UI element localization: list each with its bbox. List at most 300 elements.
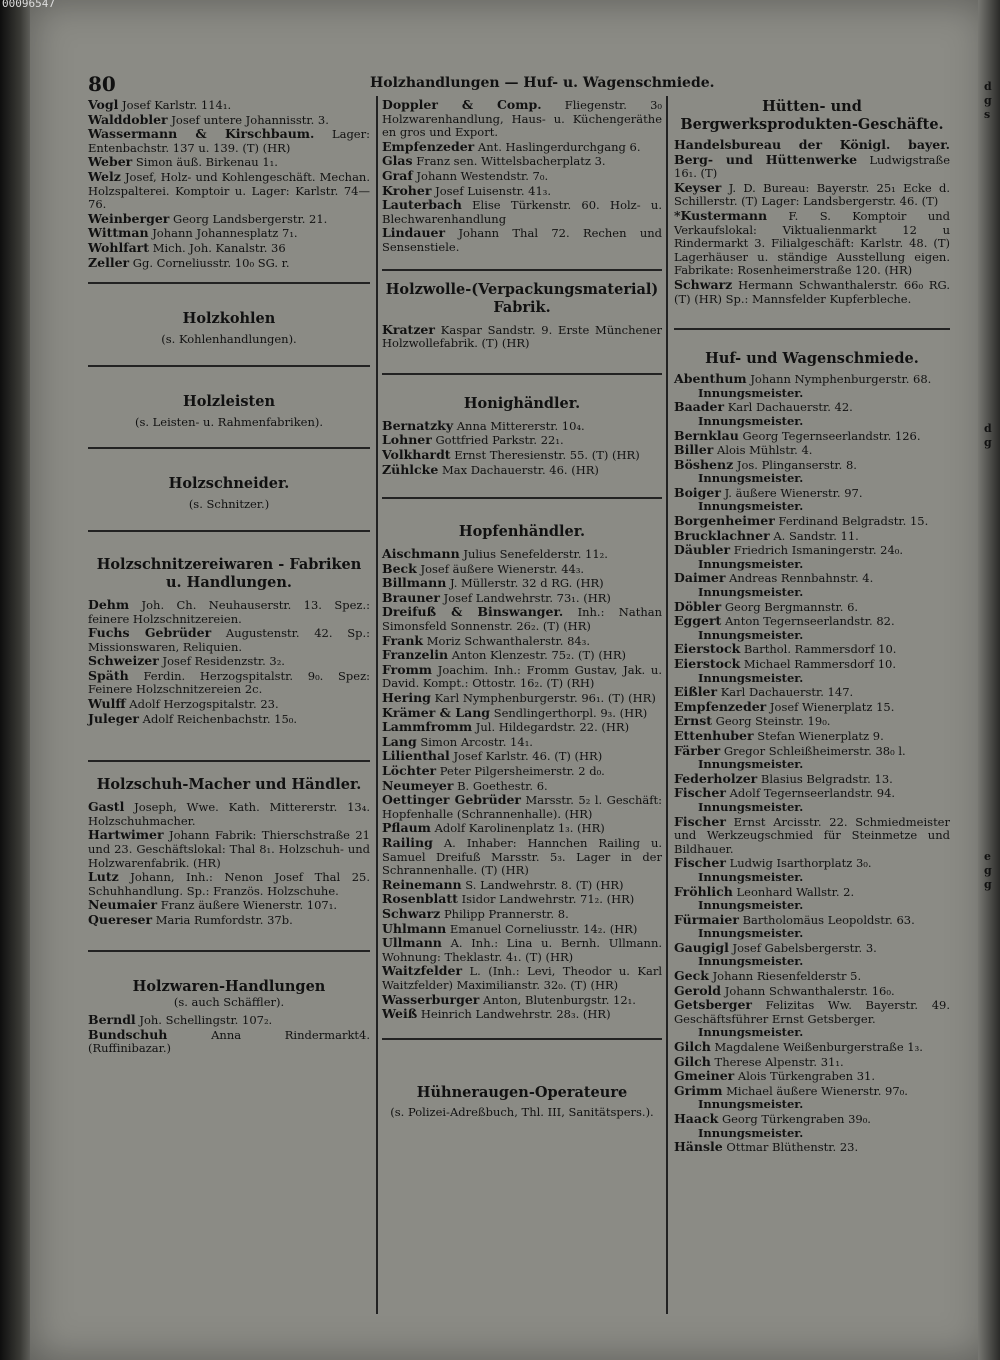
entry-details: Julius Senefelderstr. 11₂. [463,547,608,562]
entry-name: Däubler [674,542,731,558]
entry-details: Felizitas Ww. Bayerstr. 49. Geschäftsführer Ernst Getsberger. [674,998,951,1026]
entry-details: Friedrich Ismaningerstr. 24₀. [733,543,904,558]
page-number: 80 [88,72,116,96]
entry-name: Graf [382,167,413,183]
entry-note: Innungsmeister. [698,556,804,571]
book-gutter-shadow [0,0,34,1360]
column-left [88,98,370,1056]
entry-name: Grimm [674,1082,723,1098]
directory-entry [382,964,662,992]
entry-details: Anna Rindermarkt4. (Ruffinibazar.) [88,1027,371,1056]
section-title: Hühneraugen-Operateure [416,1083,628,1101]
directory-entry [382,98,662,140]
directory-entry [382,419,662,434]
directory-entry [674,941,950,956]
directory-entry [674,744,950,759]
entry-name: Fürmaier [674,911,739,927]
entry-name: Billmann [382,575,447,591]
entry-list [674,138,950,306]
entry-details: Jul. Hildegardstr. 22. (HR) [475,720,630,735]
entry-name: Brauner [382,589,440,605]
directory-entry [674,969,950,984]
entry-name: Späth [88,667,129,683]
entry-details: Michael äußere Wienerstr. 97₀. [726,1083,908,1098]
directory-entry [88,598,370,626]
entry-details: Augustenstr. 42. Sp.: Missionswaren, Reliquien. [88,626,370,654]
entry-name: Baader [674,399,725,415]
directory-entry [674,1112,950,1127]
entry-details: Georg Türkengraben 39₀. [721,1112,871,1126]
entry-name: Handelsbureau der Königl. bayer. Berg- und Hüttenwerke [674,137,950,167]
directory-entry [88,1013,370,1028]
directory-entry [674,138,950,181]
entry-name: Empfenzeder [674,698,767,714]
entry-name: Eierstock [674,656,741,671]
section-title: Hopfenhändler. [458,523,586,541]
directory-entry [382,433,662,448]
directory-entry [382,1007,662,1022]
entry-details: Ant. Haslingerdurchgang 6. [477,139,641,154]
entry-details: Maria Rumfordstr. 37b. [155,913,293,927]
directory-entry [382,922,662,937]
entry-name: Hartwimer [88,827,164,843]
entry-details: Georg Steinstr. 19₀. [715,714,831,729]
entry-details: Isidor Landwehrstr. 71₂. (HR) [461,892,635,907]
directory-entry [88,898,370,913]
entry-details: J. äußere Wienerstr. 97. [724,485,863,500]
entry-name: Döbler [674,598,722,614]
directory-entry [674,984,950,999]
directory-entry [674,729,950,744]
directory-entry [674,786,950,801]
entry-details: Andreas Rennbahnstr. 4. [729,571,874,586]
entry-name: Gilch [674,1039,711,1055]
entry-details: Anna Mittererstr. 10₄. [456,418,585,433]
directory-entry [382,892,662,907]
entry-details: Johann Westendstr. 7₀. [416,168,549,183]
directory-entry [382,198,662,226]
entry-details: Philipp Prannerstr. 8. [443,906,569,921]
entry-name: Abenthum [674,371,747,387]
entry-name: Ullmann [382,935,442,951]
entry-details: Alois Mühlstr. 4. [717,443,813,458]
entry-details: Josef untere Johannisstr. 3. [171,112,329,127]
entry-name: Färber [674,742,721,758]
column-divider [376,96,378,1314]
entry-name: Aischmann [382,546,460,562]
entry-details: Stefan Wienerplatz 9. [757,728,884,743]
entry-details: Adolf Tegernseerlandstr. 94. [729,786,896,801]
entry-list [382,323,662,351]
entry-details: Alois Türkengraben 31. [737,1069,876,1084]
directory-entry [382,706,662,721]
entry-name: Fischer [674,785,726,801]
entry-name: Glas [382,153,413,169]
entry-name: Fromm [382,661,433,677]
directory-entry [674,856,950,871]
entry-name: Zühlcke [382,461,439,477]
entry-details: Ferdinand Belgradstr. 15. [778,514,929,529]
entry-name: Dehm [88,596,130,612]
directory-entry [88,241,370,256]
entry-name: Ettenhuber [674,727,754,743]
directory-entry [88,98,370,113]
directory-entry [674,885,950,900]
entry-name: Böshenz [674,456,734,472]
directory-entry [88,226,370,241]
directory-entry [674,372,950,387]
entry-details: Johann, Inh.: Nenon Josef Thal 25. Schuhhandlung. Sp.: Französ. Holzschuhe. [88,870,370,898]
page-header [88,72,715,96]
directory-entry [88,626,370,654]
entry-name: Reinemann [382,876,462,892]
entry-details: Anton Tegernseerlandstr. 82. [724,614,895,629]
entry-details: Simon äuß. Birkenau 1₁. [135,155,278,170]
cross-reference: (s. Kohlenhandlungen). [161,332,297,347]
entry-name: Lutz [88,869,119,885]
directory-entry [382,448,662,463]
entry-details: Sendlingerthorpl. 9₃. (HR) [493,705,648,720]
directory-entry [382,184,662,199]
entry-details: A. Inh.: Lina u. Bernh. Ullmann. Wohnung: Theklastr. 4₁. (T) (HR) [382,936,662,964]
directory-entry [88,212,370,227]
entry-details: Georg Landsbergerstr. 21. [173,211,328,226]
directory-entry [88,870,370,898]
entry-details: Johann Thal 72. Rechen und Sensenstiele. [382,226,662,254]
entry-name: Geck [674,968,709,984]
entry-name: Fuchs Gebrüder [88,625,212,641]
entry-details: J. D. Bureau: Bayerstr. 25₁ Ecke d. Schillerstr. (T) Lager: Landsbergerstr. 46. (T) [674,180,950,209]
entry-details: Gottfried Parkstr. 22₁. [435,433,564,448]
entry-details: Johann Nymphenburgerstr. 68. [750,372,932,387]
directory-entry [88,828,370,870]
directory-entry [674,458,950,473]
entry-details: L. (Inh.: Levi, Theodor u. Karl Waitzfelder) Maximilianstr. 32₀. (T) (HR) [382,964,662,992]
directory-entry [674,278,950,306]
entry-name: Schwarz [674,276,733,292]
entry-name: *Kustermann [674,207,768,223]
entry-note: Innungsmeister. [698,898,804,913]
directory-entry [382,663,662,691]
entry-name: Frank [382,632,424,648]
entry-name: Rosenblatt [382,891,458,907]
entry-note: Innungsmeister. [698,1025,804,1040]
entry-name: Wittman [88,225,149,241]
entry-details: Ernst Arcisstr. 22. Schmiedmeister und Werkzeugschmied für Steinmetze und Bildhauer. [674,814,950,856]
entry-name: Eggert [674,613,722,629]
entry-note: Innungsmeister. [698,413,804,428]
entry-list [88,800,370,927]
entry-note: Innungsmeister. [698,471,804,486]
cross-reference: (s. Polizei-Adreßbuch, Thl. III, Sanitätspers.). [390,1104,654,1119]
entry-details: Magdalene Weißenburgerstraße 1₃. [714,1040,923,1055]
entry-note: Innungsmeister. [698,585,804,600]
entry-details: Anton Klenzestr. 75₂. (T) (HR) [451,648,626,663]
directory-entry [674,657,950,672]
entry-name: Krämer & Lang [382,704,491,720]
directory-entry [674,543,950,558]
directory-entry [88,1028,370,1056]
directory-entry [674,772,950,787]
entry-name: Railing [382,834,433,850]
entry-name: Neumaier [88,897,158,913]
directory-entry [674,443,950,458]
entry-list [88,1013,370,1056]
directory-entry [88,913,370,928]
entry-name: Lang [382,733,417,749]
entry-note: Innungsmeister. [698,627,804,642]
section-title: Honighändler. [463,394,581,412]
entry-details: A. Sandstr. 11. [773,528,859,543]
entry-name: Kratzer [382,321,435,337]
entry-details: Max Dachauerstr. 46. (HR) [441,462,599,477]
directory-entry [382,793,662,821]
entry-name: Berndl [88,1012,136,1028]
section-title: Holzschuh-Macher und Händler. [96,776,362,794]
entry-details: Franz sen. Wittelsbacherplatz 3. [416,154,606,169]
directory-entry [382,764,662,779]
entry-name: Hering [382,690,431,706]
directory-entry [674,1084,950,1099]
column-middle [382,98,662,1119]
entry-name: Schwarz [382,905,441,921]
column-right [674,98,950,1155]
entry-list [674,372,950,1155]
entry-name: Pflaum [382,820,431,836]
entry-name: Vogl [88,97,119,112]
facing-page-edge: d g s d g e g g [978,0,1000,1360]
entry-name: Franzelin [382,647,449,663]
entry-name: Lammfromm [382,719,473,735]
directory-entry [382,591,662,606]
entry-details: Leonhard Wallstr. 2. [736,884,855,899]
entry-details: Josef Wienerplatz 15. [769,699,895,714]
directory-entry [382,821,662,836]
entry-details: Therese Alpenstr. 31₁. [714,1054,844,1069]
directory-entry [382,634,662,649]
entry-note: Innungsmeister. [698,385,804,400]
directory-entry [674,429,950,444]
directory-entry [382,878,662,893]
directory-entry [674,815,950,857]
column-divider [666,96,668,1314]
directory-entry [382,836,662,878]
entry-name: Biller [674,442,714,458]
entry-name: Weber [88,154,133,170]
entry-name: Lindauer [382,225,446,241]
entry-details: Elise Türkenstr. 60. Holz- u. Blechwarenhandlung [382,198,662,226]
entry-details: Blasius Belgradstr. 13. [760,771,893,786]
directory-entry [674,486,950,501]
directory-entry [382,735,662,750]
entry-name: Fischer [674,855,726,871]
entry-details: Jos. Plinganserstr. 8. [736,457,857,472]
entry-name: Wasserburger [382,991,480,1007]
entry-name: Ernst [674,713,713,729]
directory-entry [88,654,370,669]
entry-name: Walddobler [88,111,168,127]
section-title: Holzschnitzereiwaren - Fabriken u. Handlungen. [96,555,362,591]
entry-details: Lager: Entenbachstr. 137 u. 139. (T) (HR) [88,127,370,155]
entry-details: Simon Arcostr. 14₁. [420,734,533,749]
entry-note: Innungsmeister. [698,926,804,941]
entry-details: Barthol. Rammersdorf 10. [743,642,897,657]
directory-entry [674,529,950,544]
entry-details: Josef Landwehrstr. 73₁. (HR) [443,590,611,605]
entry-note: Innungsmeister. [698,954,804,969]
scan-id-label: 00096547 [2,0,55,10]
entry-details: Adolf Karolinenplatz 1₃. (HR) [434,821,605,836]
entry-details: Josef Luisenstr. 41₃. [435,183,552,198]
entry-name: Volkhardt [382,446,451,462]
entry-name: Welz [88,168,121,184]
directory-entry [382,154,662,169]
directory-entry [88,712,370,727]
directory-entry [674,700,950,715]
entry-name: Borgenheimer [674,513,775,529]
directory-entry [674,913,950,928]
entry-details: Gregor Schleißheimerstr. 38₀ l. [723,743,906,758]
directory-entry [382,779,662,794]
entry-details: Ottmar Blüthenstr. 23. [726,1140,859,1155]
entry-details: Karl Nymphenburgerstr. 96₁. (T) (HR) [434,691,656,706]
directory-entry [674,400,950,415]
directory-entry [88,800,370,828]
directory-entry [674,614,950,629]
directory-entry [88,256,370,271]
entry-name: Brucklachner [674,527,770,543]
entry-name: Empfenzeder [382,138,475,154]
entry-details: Adolf Reichenbachstr. 15₀. [142,711,298,726]
entry-details: Franz äußere Wienerstr. 107₁. [160,898,338,913]
entry-details: Anton, Blutenburgstr. 12₁. [483,992,636,1007]
entry-details: Josef, Holz- und Kohlengeschäft. Mechan. Holzspalterei. Komptoir u. Lager: Karlstr. 74—76. [88,169,370,212]
directory-entry [382,576,662,591]
entry-note: Innungsmeister. [698,499,804,514]
entry-details: Kaspar Sandstr. 9. Erste Münchener Holzwollefabrik. (T) (HR) [382,322,662,351]
entry-details: Karl Dachauerstr. 147. [720,685,854,700]
entry-name: Kroher [382,182,432,198]
directory-entry [382,720,662,735]
entry-name: Waitzfelder [382,963,463,979]
entry-details: Karl Dachauerstr. 42. [727,400,853,415]
entry-list [88,598,370,726]
directory-entry [382,463,662,478]
directory-entry [88,155,370,170]
directory-entry [674,1055,950,1070]
entry-name: Wohlfart [88,239,150,255]
entry-details: B. Goethestr. 6. [457,778,548,793]
entry-note: Innungsmeister. [698,1125,804,1140]
directory-entry [674,685,950,700]
entry-details: Josef Residenzstr. 3₂. [162,654,285,669]
directory-entry [674,571,950,586]
entry-name: Daimer [674,570,726,586]
entry-details: Johann Fabrik: Thierschstraße 21 und 23. Geschäftslokal: Thal 8₁. Holzschuh- und Holzwarenfabrik. (HR) [88,828,370,870]
section-title: Hütten- und Bergwerksprodukten-Geschäfte. [680,98,944,133]
cross-reference: (s. auch Schäffler). [173,994,285,1009]
entry-list [382,547,662,1022]
entry-name: Keyser [674,179,722,195]
entry-details: Johann Johannesplatz 7₁. [152,226,298,241]
entry-name: Schweizer [88,653,159,669]
entry-details: Adolf Herzogspitalstr. 23. [129,697,279,712]
entry-name: Löchter [382,763,437,778]
entry-details: Ferdin. Herzogspitalstr. 9₀. Spez: Feinere Holzschnitzereien 2c. [88,668,371,697]
entry-details: Joachim. Inh.: Fromm Gustav, Jak. u. David. Kompt.: Ottostr. 16₂. (T) (RH) [382,662,662,691]
entry-name: Fischer [674,813,726,829]
entry-name: Lohner [382,432,432,448]
entry-name: Gastl [88,799,125,815]
entry-name: Getsberger [674,997,752,1013]
directory-entry [674,714,950,729]
cross-reference: (s. Schnitzer.) [188,497,270,512]
entry-name: Boiger [674,484,721,500]
entry-details: Inh.: Nathan Simonsfeld Sonnenstr. 26₂. (T) (HR) [382,605,662,634]
directory-entry [382,936,662,964]
directory-entry [674,998,950,1026]
entry-details: Georg Tegernseerlandstr. 126. [742,428,921,443]
entry-details: Josef äußere Wienerstr. 44₃. [420,561,585,576]
entry-details: Ernst Theresienstr. 55. (T) (HR) [454,447,640,462]
directory-entry [382,648,662,663]
entry-name: Doppler & Comp. [382,97,542,112]
directory-entry [382,547,662,562]
entry-name: Wulff [88,696,126,712]
entry-name: Hänsle [674,1139,723,1155]
entry-name: Bernklau [674,427,739,443]
directory-entry [382,907,662,922]
entry-details: Georg Bergmannstr. 6. [724,599,859,614]
entry-details: Hermann Schwanthalerstr. 66₀ RG. (T) (HR) Sp.: Mannsfelder Kupferbleche. [674,277,950,306]
directory-entry [88,170,370,212]
directory-entry [382,605,662,633]
entry-name: Lauterbach [382,197,462,213]
entry-details: J. Müllerstr. 32 d RG. (HR) [449,576,604,591]
directory-entry [382,993,662,1008]
entry-details: Emanuel Corneliusstr. 14₂. (HR) [449,921,638,936]
entry-details: Gg. Corneliusstr. 10₀ SG. r. [132,255,290,270]
entry-details: Moriz Schwanthalerstr. 84₃. [426,633,591,648]
entry-details: Bartholomäus Leopoldstr. 63. [742,912,915,927]
entry-note: Innungsmeister. [698,757,804,772]
entry-details: Joh. Ch. Neuhauserstr. 13. Spez.: feinere Holzschnitzereien. [88,597,370,626]
entry-name: Eierstock [674,641,741,657]
entry-name: Haack [674,1111,719,1126]
entry-details: Josef Karlstr. 114₁. [122,98,232,112]
entry-details: Joh. Schellingstr. 107₂. [139,1013,273,1028]
entry-details: F. S. Komptoir und Verkaufslokal: Viktualienmarkt 12 u Rindermarkt 3. Filialgeschäft: Karlstr. 48. (T) Lagerhäuser u. ständige Ausstellung eigen. Fabrikate: Rosenheimerstraße 120. (HR) [674,208,951,278]
entry-name: Oettinger Gebrüder [382,792,522,808]
entry-details: Joseph, Wwe. Kath. Mittererstr. 13₄. Holzschuhmacher. [88,800,371,828]
directory-entry [382,169,662,184]
section-title: Huf- und Wagenschmiede. [705,350,919,368]
directory-entry [674,642,950,657]
directory-entry [674,600,950,615]
entry-details: Mich. Joh. Kanalstr. 36 [152,240,286,255]
entry-name: Gaugigl [674,939,729,955]
directory-entry [382,323,662,351]
entry-details: A. Inhaber: Hannchen Railing u. Samuel Dreifuß Marsstr. 5₃. Lager in der Schrannenhalle. (T) (HR) [382,835,663,878]
entry-details: Josef Karlstr. 46. (T) (HR) [453,749,603,764]
entry-name: Eißler [674,684,718,700]
entry-details: Ludwigstraße 16₁. (T) [674,152,950,181]
entry-list [382,98,662,255]
section-title: Holzleisten [183,392,275,410]
entry-details: Peter Pilgersheimerstr. 2 d₀. [439,764,605,778]
entry-name: Federholzer [674,770,758,786]
entry-note: Innungsmeister. [698,799,804,814]
